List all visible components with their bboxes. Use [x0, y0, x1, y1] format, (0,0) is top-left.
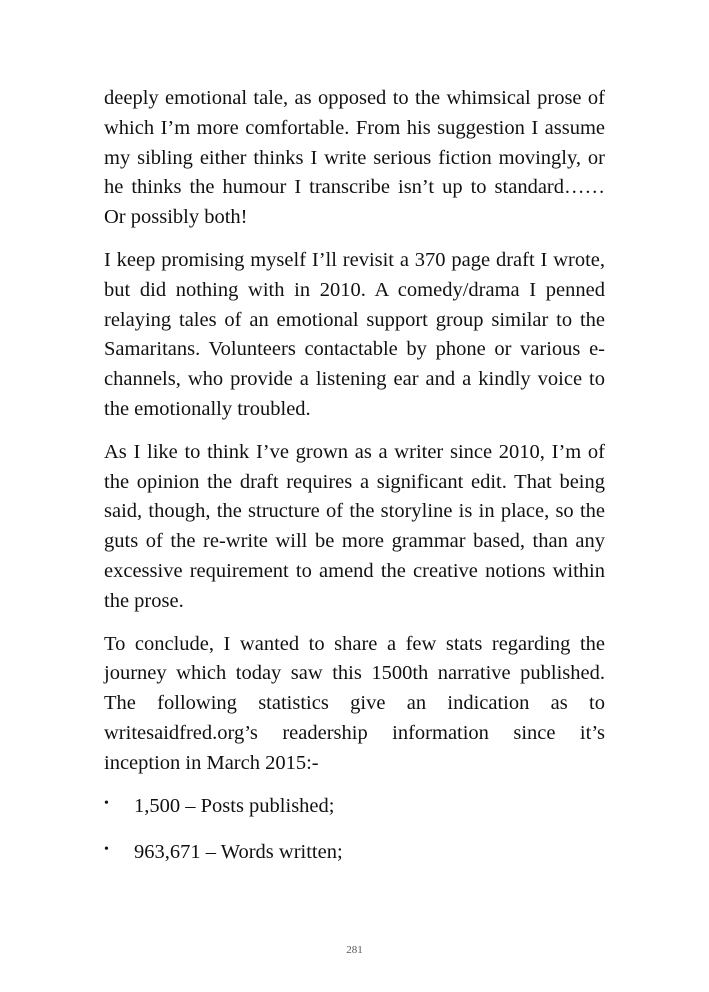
list-item-text: 1,500 – Posts published;	[134, 794, 335, 817]
paragraph: To conclude, I wanted to share a few stats regarding the journey which today saw this 1500th narrative published. The following statistics give an indication as to writesaidfred.org’s readership information since it’s inception in March 2015:-	[104, 632, 605, 774]
paragraph: I keep promising myself I’ll revisit a 370 page draft I wrote, but did nothing with in 2010. A comedy/drama I penned relaying tales of an emotional support group similar to the Samaritans. Volunteers contactable by phone or various e-channels, who provide a listening ear and a kindly voice to the emotionally troubled.	[104, 248, 605, 420]
paragraph: deeply emotional tale, as opposed to the whimsical prose of which I’m more comfortable. From his suggestion I assume my sibling either thinks I write serious fiction movingly, or he thinks the humour I transcribe isn’t up to standard…… Or possibly both!	[104, 87, 605, 229]
list-item	[104, 792, 605, 822]
page-body	[104, 84, 605, 885]
stats-list	[104, 792, 605, 869]
list-item-text: 963,671 – Words written;	[134, 841, 343, 864]
page-number: 281	[346, 944, 363, 956]
list-item	[104, 838, 605, 868]
bullet-icon: •	[104, 842, 109, 858]
bullet-icon: •	[104, 795, 109, 811]
paragraph: As I like to think I’ve grown as a writer since 2010, I’m of the opinion the draft requires a significant edit. That being said, though, the structure of the storyline is in place, so the guts of the re-write will be more grammar based, than any excessive requirement to amend the creative notions within the prose.	[104, 440, 605, 612]
